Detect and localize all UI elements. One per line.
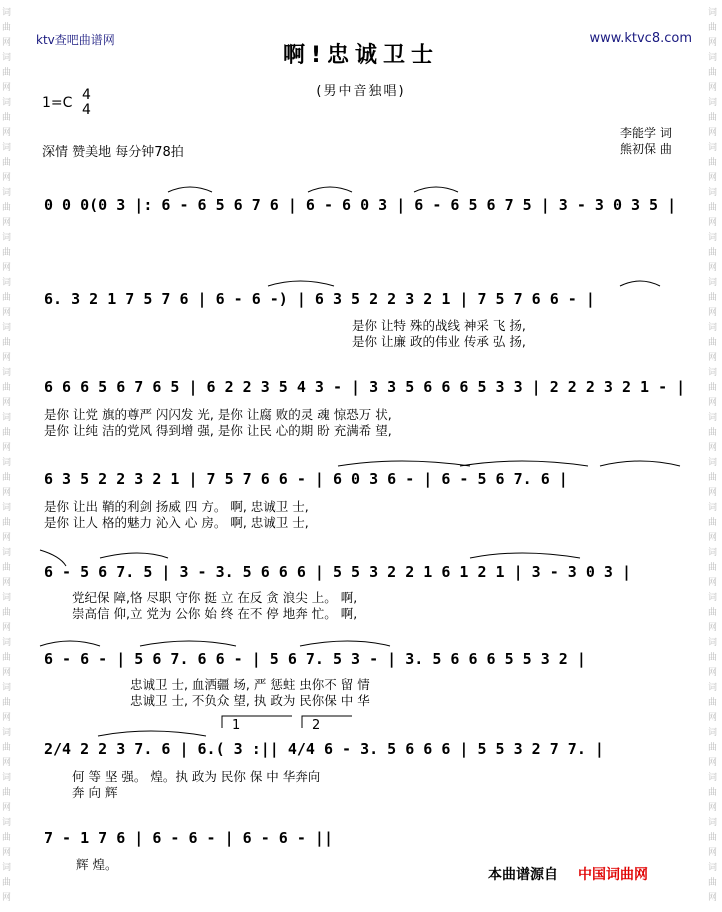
watermark-char: 词 [708,773,718,783]
watermark-char: 曲 [2,203,12,213]
watermark-char: 词 [2,638,12,648]
watermark-char: 词 [2,413,12,423]
watermark-char: 曲 [2,653,12,663]
watermark-char: 网 [2,263,12,273]
watermark-char: 曲 [708,788,718,798]
watermark-char: 曲 [2,563,12,573]
watermark-char: 曲 [708,338,718,348]
watermark-char: 曲 [708,608,718,618]
watermark-char: 网 [708,848,718,858]
watermark-char: 词 [708,368,718,378]
watermark-char: 网 [708,623,718,633]
lyric-row-2-line-1: 是你 让特 殊的战线 神采 飞 扬, [352,318,526,333]
watermark-char: 词 [708,818,718,828]
watermark-char: 曲 [2,698,12,708]
watermark-char: 网 [2,398,12,408]
watermark-char: 网 [708,758,718,768]
watermark-char: 曲 [708,878,718,888]
watermark-char: 词 [2,773,12,783]
watermark-char: 词 [2,863,12,873]
watermark-char: 网 [708,578,718,588]
watermark-char: 曲 [708,203,718,213]
watermark-char: 词 [2,188,12,198]
volta-2-label: 2 [312,718,321,733]
lyricist: 李能学 词 [620,126,672,140]
watermark-char: 曲 [708,113,718,123]
watermark-char: 网 [2,803,12,813]
watermark-char: 网 [708,38,718,48]
slur [620,281,660,286]
lyric-row-7-line-2: 奔 向 辉 [72,785,118,800]
slur [168,187,212,192]
slur [470,553,580,558]
watermark-char: 网 [708,83,718,93]
composer: 熊初保 曲 [620,142,672,156]
tempo-marking: 深情 赞美地 每分钟78拍 [42,145,184,160]
lyric-row-3-line-2: 是你 让纯 洁的党风 得到增 强, 是你 让民 心的期 盼 充满希 望, [44,423,392,438]
song-title: 啊!忠诚卫士 [282,43,440,68]
watermark-char: 词 [2,368,12,378]
watermark-char: 网 [708,173,718,183]
watermark-char: 曲 [708,563,718,573]
slur [100,553,168,558]
watermark-char: 词 [2,8,12,18]
lyric-row-5-line-2: 崇高信 仰,立 党为 公你 始 终 在不 停 地奔 忙。 啊, [72,606,358,621]
watermark-char: 网 [2,83,12,93]
watermark-char: 曲 [708,248,718,258]
watermark-char: 网 [2,218,12,228]
watermark-char: 词 [708,98,718,108]
slur [140,641,236,646]
notation-row-7: 2/4 2 2 3 7. 6 | 6.( 3 :|| 4/4 6 - 3. 5 6 6 6 | 5 5 3 2 7 7. | [44,740,604,758]
notation-row-3: 6 6 6 5 6 7 6 5 | 6 2 2 3 5 4 3 - | 3 3 5 6 6 6 5 3 3 | 2 2 2 3 2 1 - | [44,378,686,396]
watermark-char: 词 [708,548,718,558]
lyric-row-4-line-2: 是你 让人 格的魅力 沁入 心 房。 啊, 忠诚卫 士, [44,515,309,530]
watermark-char: 网 [2,623,12,633]
watermark-char: 网 [2,848,12,858]
notation-row-8: 7 - 1 7 6 | 6 - 6 - | 6 - 6 - || [44,829,333,847]
slur [98,731,206,736]
watermark-char: 词 [2,683,12,693]
watermark-char: 曲 [708,833,718,843]
notation-row-4: 6 3 5 2 2 3 2 1 | 7 5 7 6 6 - | 6 0 3 6 - | 6 - 5 6 7. 6 | [44,470,568,488]
watermark-char: 曲 [2,248,12,258]
watermark-char: 网 [2,443,12,453]
watermark-char: 词 [708,53,718,63]
lyric-row-2-line-2: 是你 让廉 政的伟业 传承 弘 扬, [352,334,526,349]
watermark-char: 网 [2,758,12,768]
watermark-char: 词 [708,233,718,243]
watermark-char: 词 [2,818,12,828]
watermark-char: 词 [708,683,718,693]
slur [40,550,66,566]
watermark-char: 词 [708,728,718,738]
time-bottom: 4 [82,102,91,118]
watermark-char: 词 [2,503,12,513]
watermark-char: 词 [708,8,718,18]
watermark-char: 词 [2,98,12,108]
notation-row-5: 6 - 5 6 7. 5 | 3 - 3. 5 6 6 6 | 5 5 3 2 2 1 6 1 2 1 | 3 - 3 0 3 | [44,563,631,581]
watermark-char: 曲 [2,788,12,798]
watermark-char: 网 [708,263,718,273]
watermark-char: 曲 [708,698,718,708]
volta-2-bracket [302,716,352,728]
watermark-char: 词 [708,188,718,198]
site-url-right: www.ktvc8.com [589,31,692,46]
watermark-char: 网 [2,308,12,318]
slur [40,641,100,646]
watermark-char: 曲 [2,473,12,483]
watermark-char: 词 [2,548,12,558]
watermark-char: 网 [2,488,12,498]
watermark-char: 词 [708,638,718,648]
watermark-char: 曲 [2,518,12,528]
watermark-char: 曲 [708,653,718,663]
watermark-char: 词 [708,593,718,603]
slur [460,461,588,466]
watermark-char: 网 [708,443,718,453]
slur [600,461,680,466]
notation-row-2: 6. 3 2 1 7 5 7 6 | 6 - 6 -) | 6 3 5 2 2 3 2 1 | 7 5 7 6 6 - | [44,290,595,308]
watermark-char: 词 [2,278,12,288]
watermark-char: 网 [708,668,718,678]
song-subtitle: (男中音独唱) [316,84,406,99]
watermark-char: 网 [708,803,718,813]
watermark-char: 词 [708,413,718,423]
watermark-char: 词 [708,863,718,873]
watermark-char: 曲 [2,338,12,348]
watermark-char: 词 [2,323,12,333]
watermark-char: 网 [2,353,12,363]
watermark-char: 曲 [708,68,718,78]
watermark-char: 词 [708,323,718,333]
watermark-char: 网 [2,128,12,138]
watermark-char: 网 [2,38,12,48]
watermark-char: 曲 [708,23,718,33]
watermark-char: 词 [708,278,718,288]
watermark-char: 网 [2,173,12,183]
volta-1-label: 1 [232,718,241,733]
watermark-char: 曲 [708,518,718,528]
watermark-char: 词 [2,593,12,603]
watermark-char: 网 [2,578,12,588]
watermark-char: 曲 [708,293,718,303]
watermark-char: 网 [708,893,718,903]
watermark-char: 曲 [2,23,12,33]
watermark-char: 曲 [2,428,12,438]
watermark-char: 词 [2,233,12,243]
lyric-row-8-line-1: 辉 煌。 [76,857,118,872]
notation-row-6: 6 - 6 - | 5 6 7. 6 6 - | 5 6 7. 5 3 - | 3. 5 6 6 6 5 5 3 2 | [44,650,586,668]
watermark-char: 词 [2,143,12,153]
watermark-char: 网 [708,353,718,363]
watermark-char: 曲 [708,158,718,168]
lyric-row-6-line-2: 忠诚卫 士, 不负众 望, 执 政为 民你保 中 华 [130,693,370,708]
source-footer [488,864,648,884]
slur [268,281,334,286]
watermark-char: 曲 [2,878,12,888]
source-label: 本曲谱源自 [488,867,558,883]
watermark-char: 网 [2,533,12,543]
watermark-char: 曲 [2,833,12,843]
lyric-row-3-line-1: 是你 让党 旗的尊严 闪闪发 光, 是你 让腐 败的灵 魂 惊恐万 状, [44,407,392,422]
watermark-char: 词 [2,53,12,63]
time-top: 4 [82,87,91,103]
key-signature: 1=C [42,95,73,111]
watermark-char: 曲 [2,68,12,78]
watermark-char: 词 [2,458,12,468]
watermark-char: 曲 [2,608,12,618]
watermark-char: 曲 [708,743,718,753]
watermark-char: 网 [708,488,718,498]
watermark-char: 曲 [2,293,12,303]
watermark-char: 曲 [2,158,12,168]
watermark-char: 曲 [708,383,718,393]
watermark-char: 网 [708,218,718,228]
site-name-left: ktv查吧曲谱网 [36,33,115,47]
watermark-char: 网 [708,713,718,723]
source-site: 中国词曲网 [578,867,648,883]
watermark-char: 曲 [708,473,718,483]
watermark-char: 词 [708,458,718,468]
watermark-char: 词 [2,728,12,738]
watermark-char: 网 [708,533,718,543]
watermark-char: 曲 [2,383,12,393]
slur [338,461,470,466]
lyric-row-5-line-1: 党纪保 障,恪 尽职 守你 挺 立 在反 贪 浪尖 上。 啊, [72,590,358,605]
watermark-char: 曲 [2,113,12,123]
slur [300,641,390,646]
watermark-char: 网 [708,128,718,138]
watermark-char: 曲 [2,743,12,753]
watermark-char: 曲 [708,428,718,438]
watermark-char: 词 [708,143,718,153]
watermark-char: 网 [2,893,12,903]
lyric-row-6-line-1: 忠诚卫 士, 血洒疆 场, 严 惩蛀 虫你不 留 情 [130,677,370,692]
slur [414,187,458,192]
watermark-char: 网 [708,398,718,408]
watermark-char: 网 [708,308,718,318]
watermark-char: 网 [2,713,12,723]
watermark-char: 网 [2,668,12,678]
slur [308,187,352,192]
lyric-row-7-line-1: 何 等 坚 强。 煌。执 政为 民你 保 中 华奔向 [72,769,321,784]
watermark-char: 词 [708,503,718,513]
notation-row-1: 0 0 0(0 3 |: 6 - 6 5 6 7 6 | 6 - 6 0 3 | 6 - 6 5 6 7 5 | 3 - 3 0 3 5 | [44,196,677,214]
lyric-row-4-line-1: 是你 让出 鞘的利剑 扬威 四 方。 啊, 忠诚卫 士, [44,499,309,514]
